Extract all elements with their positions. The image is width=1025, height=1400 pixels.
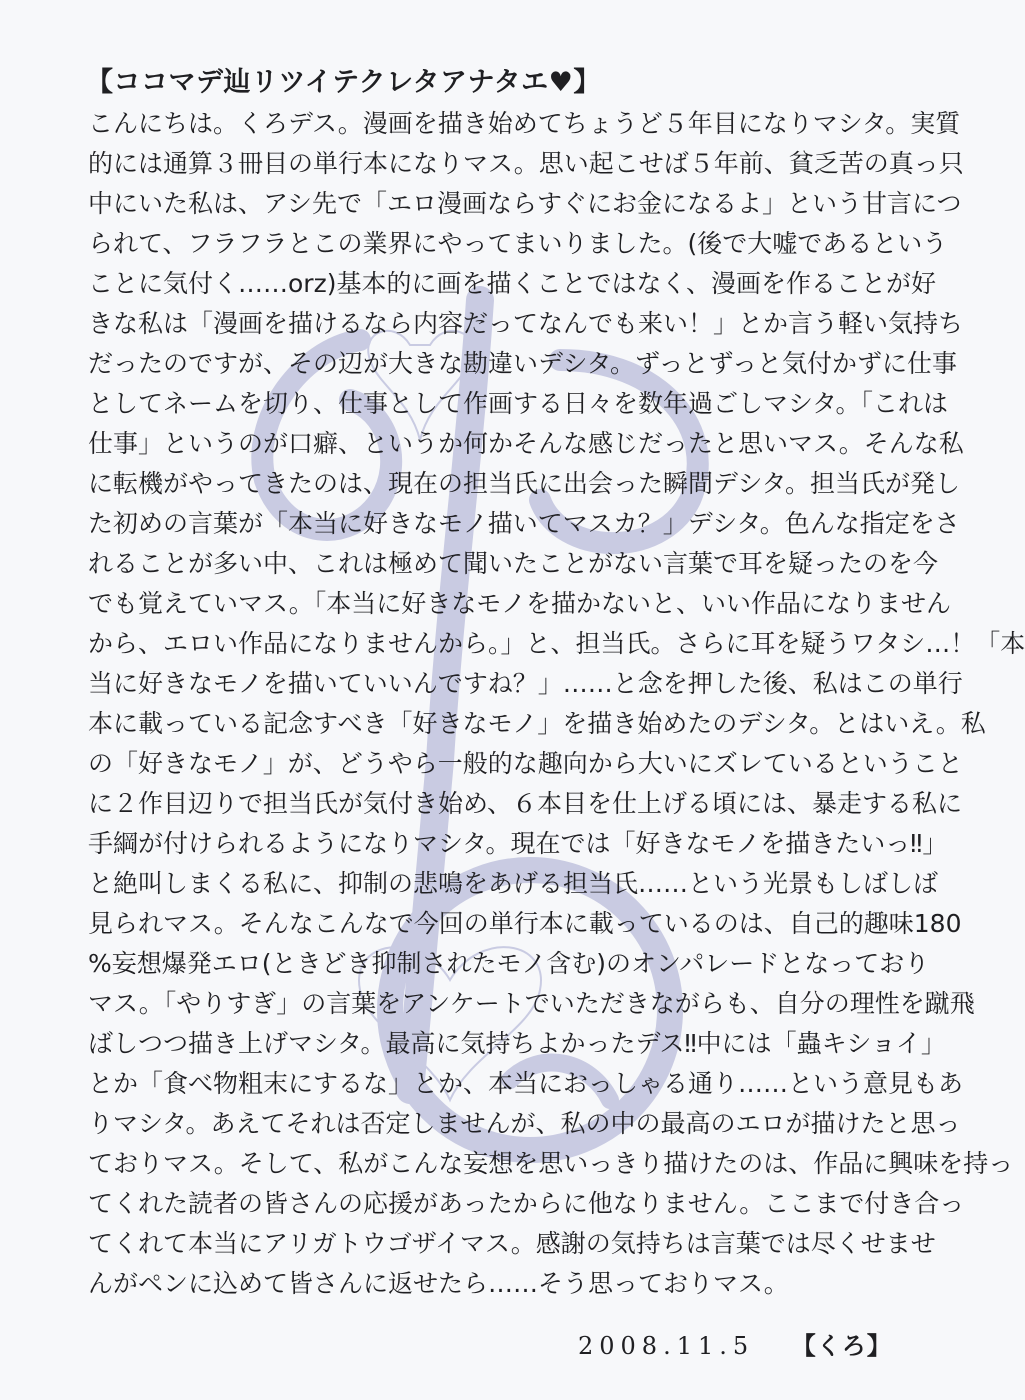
afterword-title: 【ココマデ辿リツイテクレタアナタエ♥】 (86, 67, 601, 98)
text-line: %妄想爆発エロ(ときどき抑制されたモノ含む)のオンパレードとなっており (88, 949, 930, 978)
text-line: としてネームを切り、仕事として作画する日々を数年過ごしマシタ。「これは (88, 389, 949, 418)
text-line: に２作目辺りで担当氏が気付き始め、６本目を仕上げる頃には、暴走する私に (88, 789, 963, 818)
text-line: 中にいた私は、アシ先で「エロ漫画ならすぐにお金になるよ」という甘言につ (88, 189, 962, 218)
afterword-date: 2008.11.5 (578, 1332, 755, 1360)
text-line: 本に載っている記念すべき「好きなモノ」を描き始めたのデシタ。とはいえ。私 (88, 709, 986, 738)
text-line: 的には通算３冊目の単行本になりマス。思い起こせば５年前、貧乏苦の真っ只 (88, 149, 964, 178)
text-line: んがペンに込めて皆さんに返せたら……そう思っておりマス。 (88, 1269, 789, 1298)
text-line: マス。「やりすぎ」の言葉をアンケートでいただきながらも、自分の理性を蹴飛 (88, 989, 975, 1018)
text-line: ておりマス。そして、私がこんな妄想を思いっきり描けたのは、作品に興味を持っ (88, 1149, 1014, 1178)
text-line: の「好きなモノ」が、どうやら一般的な趣向から大いにズレているということ (88, 749, 963, 778)
text-line: こんにちは。くろデス。漫画を描き始めてちょうど５年目になりマシタ。実質 (88, 109, 961, 138)
text-line: れることが多い中、これは極めて聞いたことがない言葉で耳を疑ったのを今 (88, 549, 939, 578)
text-line: と絶叫しまくる私に、抑制の悲鳴をあげる担当氏……という光景もしばしば (88, 869, 939, 898)
text-line: ことに気付く……orz)基本的に画を描くことではなく、漫画を作ることが好 (88, 269, 936, 298)
text-line: に転機がやってきたのは、現在の担当氏に出会った瞬間デシタ。担当氏が発し (88, 469, 961, 498)
text-line: だったのですが、その辺が大きな勘違いデシタ。ずっとずっと気付かずに仕事 (88, 349, 958, 378)
text-line: とか「食べ物粗末にするな」とか、本当におっしゃる通り……という意見もあ (88, 1069, 964, 1098)
text-line: られて、フラフラとこの業界にやってまいりました。(後で大嘘であるという (88, 229, 948, 258)
text-line: てくれて本当にアリガトウゴザイマス。感謝の気持ちは言葉では尽くせませ (88, 1229, 936, 1258)
text-line: てくれた読者の皆さんの応援があったからに他なりません。ここまで付き合っ (88, 1189, 965, 1218)
author-name: 【くろ】 (791, 1332, 892, 1360)
afterword-body (88, 104, 1025, 1304)
text-line: りマシタ。あえてそれは否定しませんが、私の中の最高のエロが描けたと思っ (88, 1109, 961, 1138)
text-line: きな私は「漫画を描けるなら内容だってなんでも来い！」とか言う軽い気持ち (88, 309, 964, 338)
signature-block (578, 1326, 892, 1361)
text-line: でも覚えていマス。「本当に好きなモノを描かないと、いい作品になりません (88, 589, 952, 618)
text-line: た初めの言葉が「本当に好きなモノ描いてマスカ？」デシタ。色んな指定をさ (88, 509, 960, 538)
text-line: 見られマス。そんなこんなで今回の単行本に載っているのは、自己的趣味180 (88, 909, 962, 938)
text-line: 仕事」というのが口癖、というか何かそんな感じだったと思いマス。そんな私 (88, 429, 964, 458)
text-line: ばしつつ描き上げマシタ。最高に気持ちよかったデス‼中には「蟲キショイ」 (88, 1029, 946, 1058)
text-line: から、エロい作品になりませんから。」と、担当氏。さらに耳を疑うワタシ…！「本 (88, 629, 1025, 658)
text-line: 手綱が付けられるようになりマシタ。現在では「好きなモノを描きたいっ‼」 (88, 829, 948, 858)
text-line: 当に好きなモノを描いていいんですね？」……と念を押した後、私はこの単行 (88, 669, 963, 698)
